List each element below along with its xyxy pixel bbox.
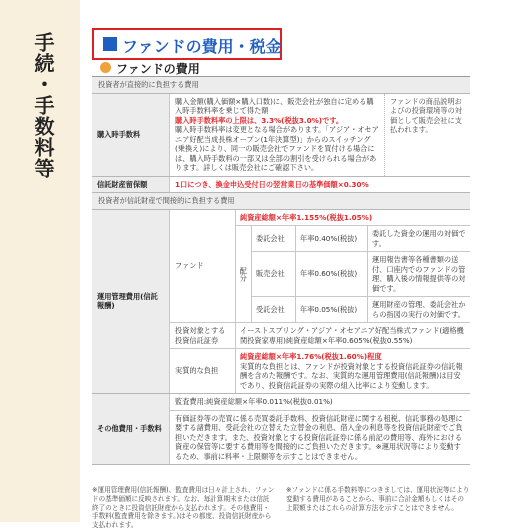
side-tab-title: 手続・手数料等 bbox=[31, 32, 55, 179]
subsection-title: ファンドの費用 bbox=[116, 62, 200, 76]
party-row bbox=[252, 226, 470, 252]
party-name: 受託会社 bbox=[252, 297, 296, 322]
effective-cost-label: 実質的な負担 bbox=[170, 349, 236, 393]
target-fund-text: イーストスプリング・アジア・オセアニア好配当株式ファンド(適格機関投資家専用)純資産総額×年率0.605%(税抜0.55%) bbox=[240, 326, 464, 345]
effective-cost-block bbox=[170, 349, 470, 393]
other-fee-body bbox=[170, 394, 470, 464]
party-rate: 年率0.05%(税抜) bbox=[296, 297, 368, 322]
allocation-block bbox=[236, 226, 470, 322]
effective-cost-rate: 純資産総額×年率1.76%(税抜1.60%)程度 bbox=[240, 352, 382, 361]
section-title: ファンドの費用・税金 bbox=[122, 37, 282, 56]
reserve-row bbox=[92, 177, 470, 194]
footnote: ※ファンドに係る手数料等につきましては、運用状況等により変動する費用があることから、事前に合計金額もしくはその上限額またはこれらの計算方法を示すことはできません。 bbox=[286, 486, 470, 512]
party-name: 委託会社 bbox=[252, 226, 296, 251]
main-content bbox=[80, 0, 509, 530]
purchase-fee-line1: 購入金額(購入価額×購入口数)に、販売会社が独自に定める購入時手数料率を乗じて得た額 bbox=[175, 96, 374, 115]
purchase-fee-max: 購入時手数料率の上限は、3.3%(税抜3.0%)です。 bbox=[175, 115, 344, 125]
mgmt-fee-body bbox=[170, 210, 470, 394]
party-row bbox=[252, 297, 470, 322]
target-fund-block bbox=[170, 323, 470, 349]
fund-block bbox=[170, 210, 470, 324]
audit-fee: 監査費用:純資産総額×年率0.011%(税抜0.01%) bbox=[170, 394, 470, 411]
party-rate: 年率0.60%(税抜) bbox=[296, 252, 368, 296]
section-title-box bbox=[92, 28, 282, 60]
party-name: 販売会社 bbox=[252, 252, 296, 296]
fee-table bbox=[92, 76, 470, 465]
fund-detail bbox=[236, 210, 470, 323]
allocation-label: 配分 bbox=[236, 226, 252, 322]
purchase-fee-line2: 購入時手数料率は変更となる場合があります。「アジア・オセアニア好配当成長株オープン(1年決算型)」からのスイッチング(乗換え)により、同一の販売会社でファンドを買付ける場合には、購入時手数料の一部又は全部の割引を受けられる場合があります。詳しくは販売会社にご確認下さい。 bbox=[175, 125, 379, 172]
footnotes bbox=[92, 486, 470, 530]
purchase-fee-note: ファンドの商品説明およびの投資環境等の対価として販売会社に支払われます。 bbox=[384, 94, 470, 176]
mgmt-fee-label: 運用管理費用(信託報酬) bbox=[92, 210, 170, 394]
purchase-fee-row bbox=[92, 94, 470, 177]
side-tab bbox=[0, 0, 80, 522]
purchase-fee-label: 購入時手数料 bbox=[92, 94, 170, 176]
square-bullet-icon bbox=[103, 37, 117, 51]
purchase-fee-body bbox=[170, 94, 384, 176]
target-fund-label: 投資対象とする投資信託証券 bbox=[170, 323, 236, 348]
party-row bbox=[252, 252, 470, 297]
party-rate: 年率0.40%(税抜) bbox=[296, 226, 368, 251]
footnote: ※運用管理費用(信託報酬)、監査費用は日々計上され、ファンドの基準価額に反映されます。なお、毎計算期末または信託終了のときに投資信託財産から支払われます。その他費用・手数料(監査費用を除きます。)はその都度、投資信託財産から支払われます。 bbox=[92, 486, 275, 530]
direct-cost-band: 投資者が直接的に負担する費用 bbox=[92, 77, 470, 94]
party-desc: 運用財産の管理、委託会社からの指図の実行の対価です。 bbox=[372, 300, 466, 319]
party-list bbox=[252, 226, 470, 322]
party-desc: 運用報告書等各種書類の送付、口座内でのファンドの管理、購入後の情報提供等の対価です。 bbox=[372, 255, 466, 293]
fund-label: ファンド bbox=[170, 210, 236, 323]
effective-cost-text: 実質的な負担とは、ファンドが投資対象とする投資信託証券の信託報酬を含めた報酬です。なお、実質的な運用管理費用(信託報酬)は目安であり、投資信託証券の実際の組入比率により変動します。 bbox=[240, 361, 463, 390]
reserve-value: 1口につき、換金申込受付日の翌営業日の基準価額×0.30% bbox=[175, 179, 369, 189]
circle-bullet-icon bbox=[100, 62, 111, 73]
party-desc: 委託した資金の運用の対価です。 bbox=[372, 229, 466, 248]
indirect-cost-band: 投資者が信託財産で間接的に負担する費用 bbox=[92, 193, 470, 210]
reserve-label: 信託財産留保額 bbox=[92, 177, 170, 193]
other-fee-label: その他費用・手数料 bbox=[92, 394, 170, 464]
mgmt-fee-row bbox=[92, 210, 470, 395]
other-fee-row bbox=[92, 394, 470, 465]
effective-cost-body bbox=[236, 349, 470, 393]
fund-rate: 純資産総額×年率1.155%(税抜1.05%) bbox=[236, 210, 470, 227]
other-fee-text: 有価証券等の売買に係る売買委託手数料、投資信託財産に関する租税、信託事務の処理に要する諸費用、受託会社の立替えた立替金の利息、借入金の利息等を投資信託財産でご負担いただきます。また、投資対象とする投資信託証券に係る前記の費用等、海外における資産の保管等に要する費用等を間接的にご負担いただきます。※運用状況等により変動するため、事前に料率・上限額等を示すことはできません。 bbox=[175, 413, 463, 461]
